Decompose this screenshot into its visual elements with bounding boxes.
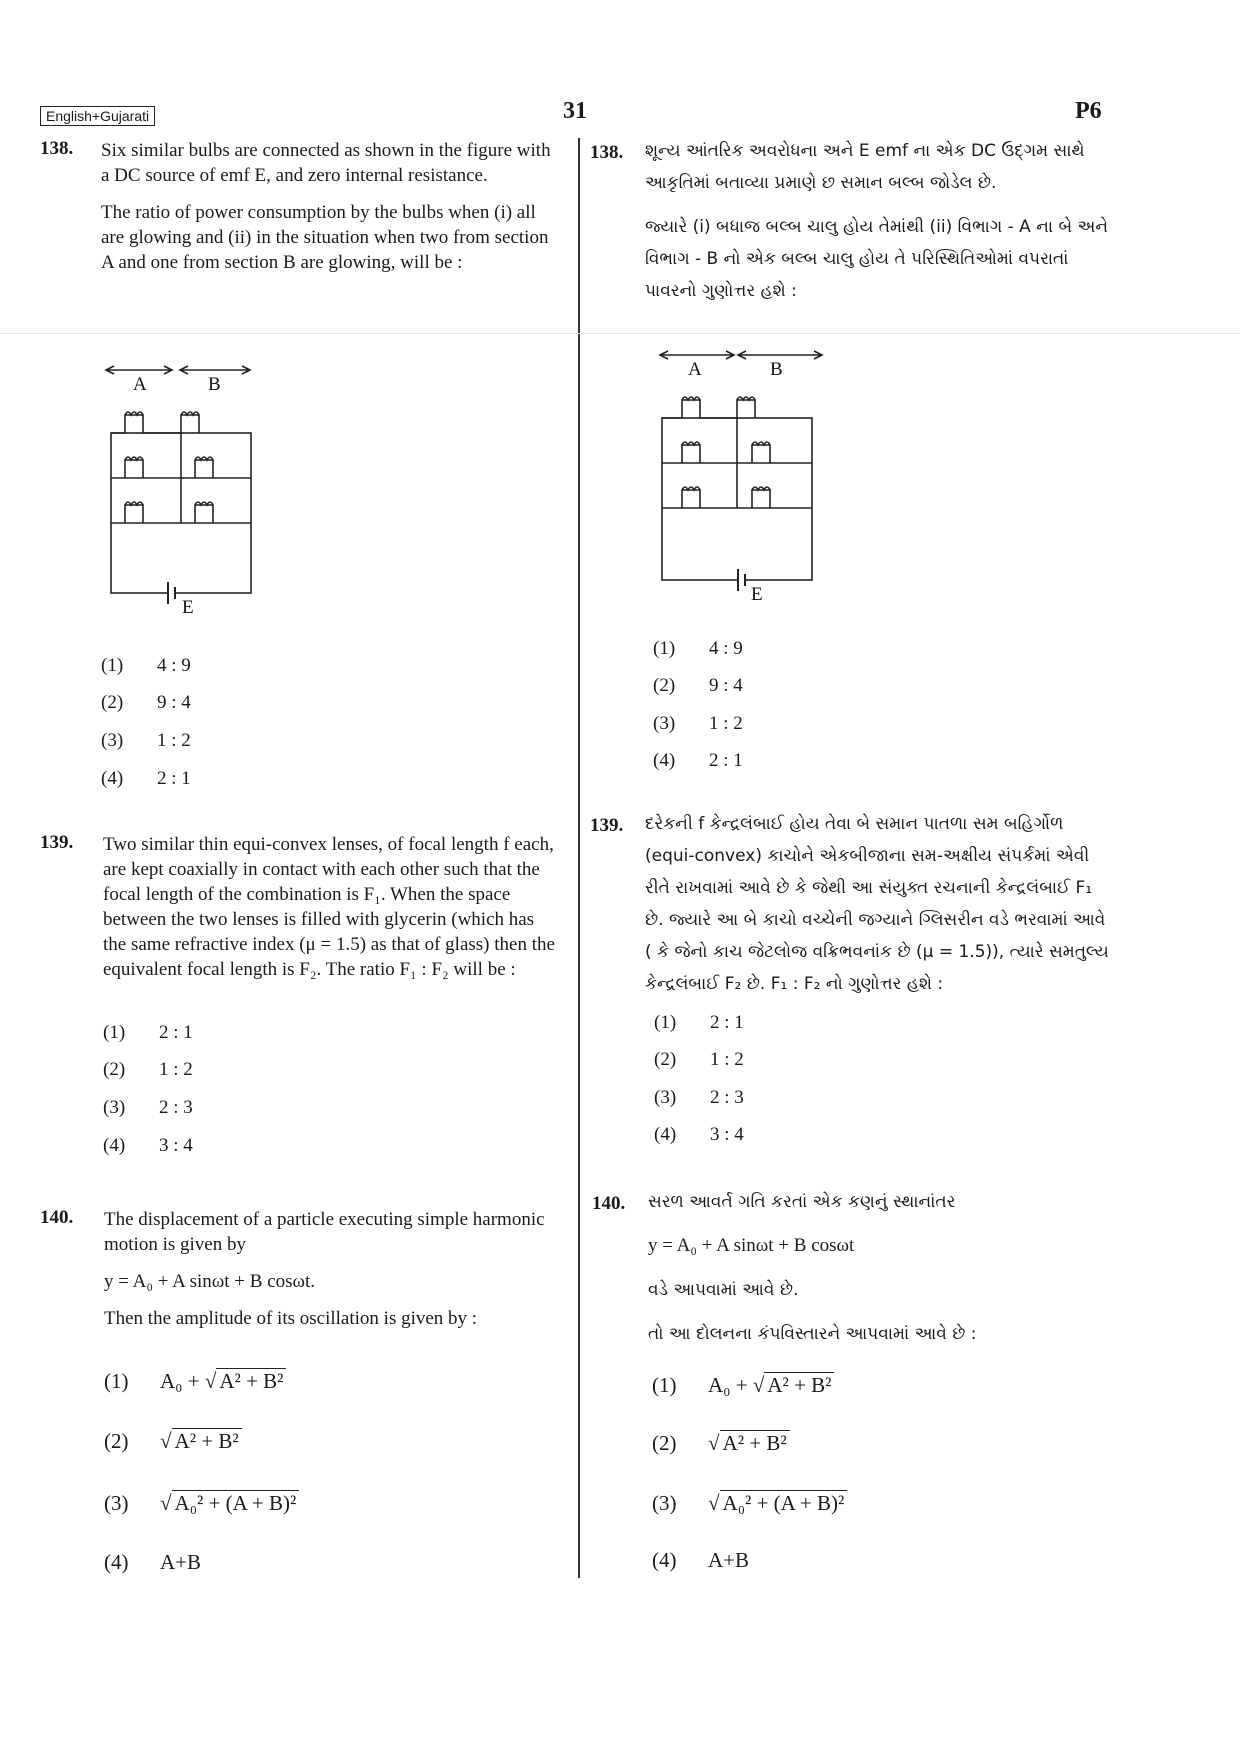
page-number: 31 bbox=[563, 98, 587, 124]
section-b-label: B bbox=[208, 374, 221, 395]
option-4[interactable]: (4) 3 : 4 bbox=[654, 1124, 744, 1145]
emf-label: E bbox=[751, 584, 763, 605]
question-stem: સરળ આવર્ત ગતિ કરતાં એક કણનું સ્થાનાંતર bbox=[648, 1192, 956, 1212]
option-2[interactable]: (2) √ A² + B² bbox=[104, 1428, 242, 1454]
question-number: 139. bbox=[40, 832, 74, 853]
question-stem: વડે આપવામાં આવે છે. bbox=[648, 1280, 799, 1300]
question-number: 138. bbox=[590, 142, 624, 163]
section-b-label: B bbox=[770, 359, 783, 380]
option-4[interactable]: (4) 2 : 1 bbox=[653, 750, 743, 771]
question-138-text bbox=[101, 138, 559, 275]
option-1[interactable]: (1) 4 : 9 bbox=[653, 638, 743, 659]
option-1[interactable]: (1) 2 : 1 bbox=[654, 1012, 744, 1033]
paper-code: P6 bbox=[1075, 98, 1102, 124]
equation: y = A₀ + A sinωt + B cosωt. bbox=[104, 1271, 316, 1292]
language-label: English+Gujarati bbox=[40, 106, 155, 126]
question-number: 139. bbox=[590, 815, 624, 836]
option-1[interactable]: (1) 2 : 1 bbox=[103, 1022, 193, 1043]
question-stem: Two similar thin equi-convex lenses, of focal length f each, are kept coaxially in contact with each other such that the focal length of the combination is F₁. When the space between the two lenses is filled with glycerin (which has the same refractive index (μ = 1.5) as that of glass) then the equivalent focal length is F₂. The ratio F₁ : F₂ will be : bbox=[103, 834, 555, 980]
question-stem: Six similar bulbs are connected as shown in the figure with a DC source of emf E, and zero internal resistance. bbox=[101, 140, 551, 186]
option-3[interactable]: (3) √ A₀² + (A + B)² bbox=[652, 1490, 847, 1516]
question-stem: શૂન્ય આંતરિક અવરોધના અને E emf ના એક DC ઉદ્‌ગમ સાથે આકૃતિમાં બતાવ્યા પ્રમાણે છ સમાન બલ્બ જોડેલ છે. bbox=[645, 141, 1085, 193]
scan-artifact-line bbox=[0, 333, 1240, 334]
option-2[interactable]: (2) 9 : 4 bbox=[653, 675, 743, 696]
option-3[interactable]: (3) 2 : 3 bbox=[103, 1097, 193, 1118]
question-stem: The displacement of a particle executing simple harmonic motion is given by bbox=[104, 1209, 545, 1255]
question-stem: તો આ દોલનના કંપવિસ્તારને આપવામાં આવે છે : bbox=[648, 1324, 977, 1344]
option-1[interactable]: (1) A₀ + √ A² + B² bbox=[104, 1368, 286, 1394]
option-2[interactable]: (2) 9 : 4 bbox=[101, 692, 191, 713]
question-140-text bbox=[648, 1186, 1118, 1350]
option-1[interactable]: (1) A₀ + √ A² + B² bbox=[652, 1372, 834, 1398]
equation: y = A₀ + A sinωt + B cosωt bbox=[648, 1235, 855, 1256]
question-139-text bbox=[645, 808, 1115, 1000]
option-2[interactable]: (2) √ A² + B² bbox=[652, 1430, 790, 1456]
question-stem: The ratio of power consumption by the bulbs when (i) all are glowing and (ii) in the situation when two from section A and one from section B are glowing, will be : bbox=[101, 202, 549, 273]
question-number: 140. bbox=[40, 1207, 74, 1228]
option-2[interactable]: (2) 1 : 2 bbox=[103, 1059, 193, 1080]
emf-label: E bbox=[182, 597, 194, 618]
question-stem: Then the amplitude of its oscillation is given by : bbox=[104, 1308, 478, 1329]
section-a-label: A bbox=[688, 359, 702, 380]
option-4[interactable]: (4) 2 : 1 bbox=[101, 768, 191, 789]
bulb-circuit-diagram bbox=[100, 360, 290, 620]
section-a-label: A bbox=[133, 374, 147, 395]
option-3[interactable]: (3) 2 : 3 bbox=[654, 1087, 744, 1108]
option-3[interactable]: (3) 1 : 2 bbox=[653, 713, 743, 734]
column-divider bbox=[578, 138, 580, 1578]
option-3[interactable]: (3) 1 : 2 bbox=[101, 730, 191, 751]
question-138-text bbox=[645, 135, 1115, 307]
option-2[interactable]: (2) 1 : 2 bbox=[654, 1049, 744, 1070]
option-4[interactable]: (4) 3 : 4 bbox=[103, 1135, 193, 1156]
question-139-text bbox=[103, 832, 561, 982]
question-number: 138. bbox=[40, 138, 74, 159]
question-number: 140. bbox=[592, 1193, 626, 1214]
option-1[interactable]: (1) 4 : 9 bbox=[101, 655, 191, 676]
bulb-circuit-diagram bbox=[652, 345, 842, 605]
option-4[interactable]: (4) A+B bbox=[104, 1550, 202, 1574]
option-3[interactable]: (3) √ A₀² + (A + B)² bbox=[104, 1490, 299, 1516]
question-stem: દરેકની f કેન્દ્રલંબાઈ હોય તેવા બે સમાન પાતળા સમ બહિર્ગોળ (equi-convex) કાચોને એકબીજાના સમ-અક્ષીય સંપર્કમાં એવી રીતે રાખવામાં આવે છે કે જેથી આ સંયુક્ત રચનાની કેન્દ્રલંબાઈ F₁ છે. જ્યારે આ બે કાચો વચ્ચેની જગ્યાને ગ્લિસરીન વડે ભરવામાં આવે ( કે જેનો કાચ જેટલોજ વક્રિભવનાંક છે (μ = 1.5)), ત્યારે સમતુલ્ય કેન્દ્રલંબાઈ F₂ છે. F₁ : F₂ નો ગુણોત્તર હશે : bbox=[645, 814, 1109, 994]
question-stem: જ્યારે (i) બધાજ બલ્બ ચાલુ હોય તેમાંથી (ii) વિભાગ - A ના બે અને વિભાગ - B નો એક બલ્બ ચાલુ હોય તે પરિસ્થિતિઓમાં વપરાતાં પાવરનો ગુણોત્તર હશે : bbox=[645, 217, 1109, 301]
option-4[interactable]: (4) A+B bbox=[652, 1548, 750, 1572]
question-140-text bbox=[104, 1207, 562, 1331]
